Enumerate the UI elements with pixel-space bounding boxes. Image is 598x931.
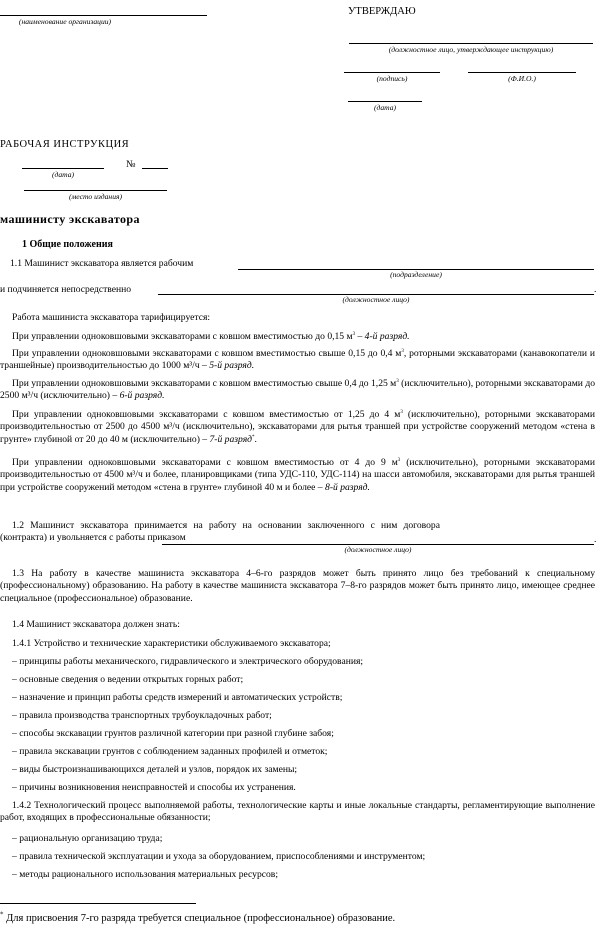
- place-caption: (место издания): [68, 192, 123, 201]
- footnote: [0, 912, 395, 926]
- dismissal-period: .: [594, 534, 597, 545]
- place-line[interactable]: [24, 190, 167, 191]
- section-heading: 1 Общие положения: [22, 239, 113, 250]
- list-item: – назначение и принцип работы средств измерений и автоматических устройств;: [12, 692, 343, 703]
- org-name-caption: (наименование организации): [18, 17, 112, 26]
- org-name-line[interactable]: [0, 15, 207, 16]
- approve-label: УТВЕРЖДАЮ: [348, 6, 416, 17]
- supervisor-period: .: [594, 284, 597, 295]
- list-item: – принципы работы механического, гидравлического и электрического оборудования;: [12, 656, 364, 667]
- tariff-item: При управлении одноковшовыми экскаваторами с ковшом вместимостью от 4 до 9 $м^3$ (исключительно), роторными экскаваторами производительностью от 4500 м³/ч и более, планировщиками (типа УДС-110, УДС-114) на шасси автомобиля, экскаваторами для рытья траншей при устройстве сооружений методом «стена в грунте» глубиной 40 м и более – 8-й разряд.: [0, 457, 595, 493]
- footnote-mark[interactable]: *: [252, 434, 255, 440]
- clause-1-4-2: 1.4.2 Технологический процесс выполняемой работы, технологические карты и иные локальные стандарты, регламентирующие выполнение работ, входящих в профессиональные обязанности;: [0, 800, 595, 824]
- dismissal-official-caption: (должностное лицо): [344, 545, 412, 554]
- approver-position-caption: (должностное лицо, утверждающее инструкцию): [388, 45, 554, 54]
- approve-date-caption: (дата): [373, 103, 397, 112]
- clause-1-1-start: 1.1 Машинист экскаватора является рабочим: [10, 258, 194, 269]
- footnote-text: Для присвоения 7-го разряда требуется специальное (профессиональное) образование.: [6, 913, 396, 924]
- clause-1-4-1: 1.4.1 Устройство и технические характеристики обслуживаемого экскаватора;: [12, 638, 331, 649]
- signature-caption: (подпись): [376, 74, 408, 83]
- list-item: – виды быстроизнашивающихся деталей и узлов, порядок их замены;: [12, 764, 298, 775]
- clause-1-2: 1.2 Машинист экскаватора принимается на работу на основании заключенного с ним договора (контракта) и увольняется с работы приказом: [0, 520, 440, 544]
- document-title: РАБОЧАЯ ИНСТРУКЦИЯ: [0, 139, 130, 150]
- approver-name-line[interactable]: [468, 72, 576, 73]
- tariff-item: При управлении одноковшовыми экскаваторами с ковшом вместимостью свыше 0,4 до 1,25 $м^3$ (исключительно), роторными экскаваторами до 2500 м³/ч (исключительно) – 6-й разряд.: [0, 378, 595, 402]
- doc-number-line[interactable]: [142, 168, 168, 169]
- footnote-separator: [0, 903, 196, 904]
- footnote-mark: *: [0, 910, 4, 919]
- signature-line[interactable]: [344, 72, 440, 73]
- tariff-item: При управлении одноковшовыми экскаваторами с ковшом вместимостью от 1,25 до 4 $м^3$ (исключительно), роторными экскаваторами производительностью от 2500 до 4500 м³/ч (исключительно), экскаваторами для рытья траншей при устройстве сооружений методом «стена в грунте» глубиной от 20 до 40 м (исключительно) – 7-й разряд*.: [0, 409, 595, 445]
- list-item: – причины возникновения неисправностей и способы их устранения.: [12, 782, 296, 793]
- tariff-intro: Работа машиниста экскаватора тарифицируется:: [12, 312, 211, 323]
- tariff-item: При управлении одноковшовыми экскаваторами с ковшом вместимостью свыше 0,15 до 0,4 $м^3$, роторными экскаваторами (канавокопатели и траншейные) производительностью до 1000 м³/ч – 5-й разряд.: [0, 348, 595, 372]
- list-item: – правила экскавации грунтов с соблюдением заданных профилей и отметок;: [12, 746, 328, 757]
- list-item: – способы экскавации грунтов различной категории при разной глубине забоя;: [12, 728, 334, 739]
- approver-name-caption: (Ф.И.О.): [508, 74, 536, 83]
- document-subject: машинисту экскаватора: [0, 212, 140, 226]
- list-item: – правила производства транспортных трубоукладочных работ;: [12, 710, 272, 721]
- tariff-item: При управлении одноковшовыми экскаваторами с ковшом вместимостью до 0,15 $м^3 - 4-й$ разряд.: [12, 331, 410, 342]
- knowledge-list: [12, 656, 363, 800]
- list-item: – правила технической эксплуатации и ухода за оборудованием, приспособлениями и инструментом;: [12, 851, 426, 862]
- list-item: – методы рационального использования материальных ресурсов;: [12, 869, 278, 880]
- supervisor-caption: (должностное лицо): [342, 295, 410, 304]
- process-list: [12, 833, 425, 887]
- doc-date-caption: (дата): [51, 170, 75, 179]
- list-item: – рациональную организацию труда;: [12, 833, 163, 844]
- approve-date-line[interactable]: [348, 101, 422, 102]
- doc-date-line[interactable]: [22, 168, 104, 169]
- clause-1-3: 1.3 На работу в качестве машиниста экскаватора 4–6-го разрядов может быть принято лицо без требований к специальному (профессиональному) образованию. На работу в качестве машиниста экскаватора 7–8-го разрядов может быть принято лицо, имеющее среднее специальное (профессиональное) образование.: [0, 568, 595, 604]
- approver-position-line[interactable]: [349, 43, 593, 44]
- list-item: – основные сведения о ведении открытых горных работ;: [12, 674, 244, 685]
- doc-number-sign: №: [126, 159, 136, 170]
- subdivision-caption: (подразделение): [390, 270, 442, 279]
- clause-1-1-cont: и подчиняется непосредственно: [0, 284, 132, 295]
- clause-1-4: 1.4 Машинист экскаватора должен знать:: [12, 619, 180, 630]
